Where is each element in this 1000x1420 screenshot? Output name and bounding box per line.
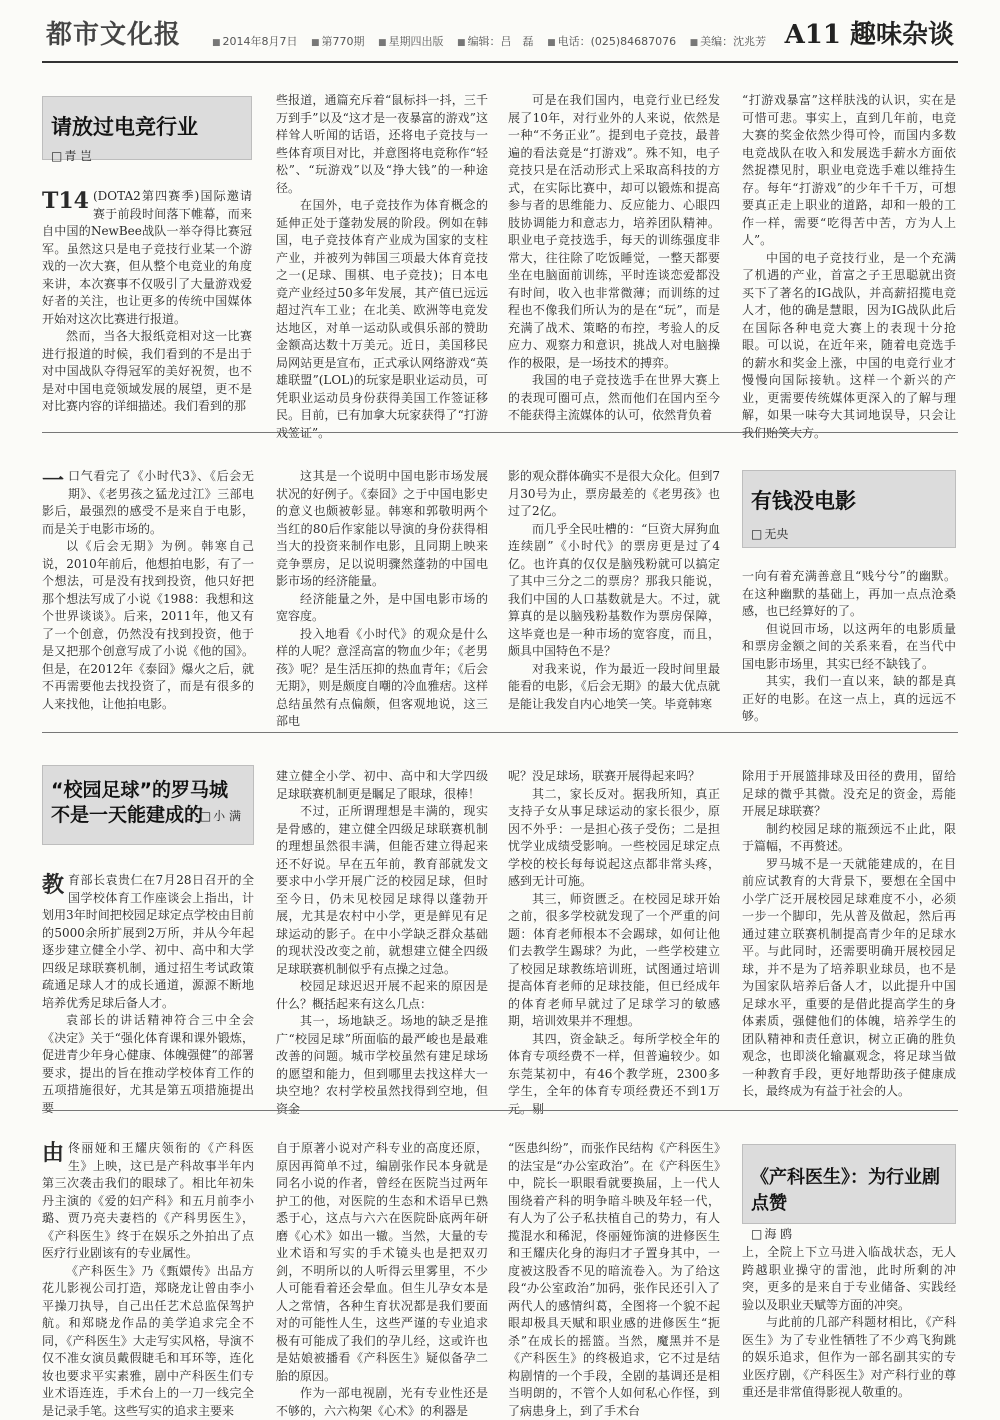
article1-paragraph: 我国的电子竞技选手在世界大赛上的表现可圈可点，然而他们在国内至今不能获得主流媒体的认可，依然背负着 [508, 372, 720, 425]
article2-paragraph: 其实，我们一直以来，缺的都是真正好的电影。在这一点上，真的远远不够。 [742, 673, 956, 726]
article4-paragraph: 佟丽娅和王耀庆领衔的《产科医生》上映，这已是产科故事半年内第三次袭击我们的眼球了。相比年初朱丹主演的《爱的妇产科》和五月前李小璐、贾乃亮夫妻档的《产科男医生》，《产科医生》终于在娱乐之外拍出了点医疗行业剧该有的专业属性。 [42, 1140, 254, 1263]
article3-paragraph: 其一，场地缺乏。场地的缺乏是推广“校园足球”所面临的最严峻也是最难改善的问题。城市学校虽然有建足球场的愿望和能力，但到哪里去找这样大一块空地？农村学校虽然找得到空地，但资金 [276, 1013, 488, 1118]
article4-paragraph: 与此前的几部产科题材相比，《产科医生》为了专业性牺牲了不少鸡飞狗跳的娱乐追求，但作为一部名副其实的专业医疗剧，《产科医生》对产科行业的尊重还是非常值得影视人敬重的。 [742, 1314, 956, 1402]
article2-col4 [742, 568, 956, 710]
page-label: A11 趣味杂谈 [785, 14, 954, 51]
article2-paragraph: 以《后会无期》为例。韩寒自己说，2010年前后，他想拍电影，有了一个想法，可是没有找到投资，他只好把那个想法写成了小说《1988：我想和这个世界谈谈》。后来，2011年，他又有了一个创意，仍然没有找到投资，他于是又把那个创意写成了小说《他的国》。但是，在2012年《泰囧》爆火之后，就不再需要他去找投资了，而是有很多的人来找他，让他拍电影。 [42, 538, 254, 713]
article3-dropcap: 教 [42, 873, 64, 897]
article1-paragraph: 可是在我们国内，电竞行业已经发展了10年，对行业外的人来说，依然是一种“不务正业”。提到电子竞技，最普遍的看法竟是“打游戏”。殊不知，电子竞技只是在活动形式上采取高科技的方式，在实际比赛中，却可以锻炼和提高参与者的思维能力、反应能力、心眼四肢协调能力和意志力，培养团队精神。职业电子竞技选手，每天的训练强度非常大，往往除了吃饭睡觉，一整天都要坐在电脑面前训练，平时连谈恋爱都没有时间，收入也非常微薄；而训练的过程也不像我们所认为的是在“玩”，而是充满了战术、策略的布控，考验人的反应力、观察力和意识，挑战人对电脑操作的极限，是一场技术的搏弈。 [508, 92, 720, 372]
masthead-rule [42, 61, 958, 63]
article2-col1 [42, 468, 254, 708]
article4-col3 [508, 1140, 720, 1402]
article1-paragraph: 中国的电子竞技行业，是一个充满了机遇的产业，首富之子王思聪就出资买下了著名的IG战队，并高薪招揽电竞人才，他的确是慧眼，因为IG战队此后在国际各种电竞大赛上的表现十分抢眼。可以说，在近年来，随着电竞选手的薪水和奖金上涨，中国的电竞行业才慢慢向国际接轨。这样一个新兴的产业，更需要传统媒体更深入的了解与理解，如果一味夸大其词地误导，只会让我们贻笑大方。 [742, 250, 956, 443]
article3-titlebox [42, 765, 254, 845]
article1-paragraph: 在国外，电子竞技作为体育概念的延伸正处于蓬勃发展的阶段。例如在韩国，电子竞技体育产业成为国家的支柱产业，并被列为韩国三项最大体育竞技之一(足球、围棋、电子竞技)；日本电竞产业经过50多年发展，其产值已远远超过汽车工业；在北美、欧洲等电竞发达地区，对单一运动队或俱乐部的赞助金额高达数十万美元。近日，美国移民局网站更是宣布，正式承认网络游戏“英雄联盟”(LOL)的玩家是职业运动员，可凭职业运动员身份获得美国工作签证移民。目前，已有加拿大玩家获得了“打游戏签证”。 [276, 197, 488, 442]
article2-paragraph: 口气看完了《小时代3》、《后会无期》、《老男孩之猛龙过江》三部电影后，最强烈的感受不是来自于电影，而是关于电影市场的。 [42, 468, 254, 538]
masthead [0, 0, 1000, 70]
article1-paragraph: “打游戏暴富”这样肤浅的认识，实在是可惜可悲。事实上，直到几年前，电竞大赛的奖金依然少得可怜，而国内多数电竞战队在收入和发展选手薪水方面依然捉襟见肘，职业电竞选手难以维持生存。每年“打游戏”的少年千千万，可想要真正走上职业的道路，却和一般的工作一样，需要“吃得苦中苦，方为人上人”。 [742, 92, 956, 250]
section-rule [42, 432, 958, 433]
article3-paragraph: 除用于开展篮排球及田径的费用，留给足球的微乎其微。没充足的资金，焉能开展足球联赛？ [742, 768, 956, 821]
article2-col3 [508, 468, 720, 708]
article2-paragraph: 但说回市场，以这两年的电影质量和票房金额之间的关系来看，在当代中国电影市场里，其实已经不缺钱了。 [742, 621, 956, 674]
article4-dropcap: 由 [42, 1141, 64, 1165]
article3-paragraph: 呢？没足球场，联赛开展得起来吗？ [508, 768, 720, 786]
article4-col1 [42, 1140, 254, 1402]
section-rule [42, 732, 958, 733]
article2-dropcap: 一 [42, 469, 64, 493]
article4-author: □ 海 鸥 [751, 1225, 955, 1242]
section-rule [42, 1110, 958, 1111]
article4-col4 [742, 1244, 956, 1402]
masthead-meta [212, 33, 776, 49]
article2-titlebox [742, 470, 956, 548]
article4-paragraph: 上，全院上下立马进入临战状态，无人跨越职业操守的雷池，此时所剩的冲突，更多的是来自于专业储备、实践经验以及职业天赋等方面的冲突。 [742, 1244, 956, 1314]
article2-paragraph: 对我来说，作为最近一段时间里最能看的电影，《后会无期》的最大优点就是能让我发自内心地笑一笑。毕竟韩寒 [508, 661, 720, 714]
article1-titlebox [42, 96, 252, 160]
article2-paragraph: 这其是一个说明中国电影市场发展状况的好例子。《泰囧》之于中国电影史的意义也颇被彰显。韩寒和郭敬明两个当红的80后作家能以导演的身份获得相当大的投资来制作电影，且同期上映来竞争票房，足以说明骤然蓬勃的中国电影市场的经济能量。 [276, 468, 488, 591]
article3-paragraph: 不过，正所谓理想是丰满的，现实是骨感的，建立健全四级足球联赛机制的理想虽然很丰满，但能否建立得起来还不好说。早在五年前，教育部就发文要求中小学开展广泛的校园足球，但时至今日，仍未见校园足球得以蓬勃开展，尤其是农村中小学，更是鲜见有足球运动的影子。在中小学缺乏群众基础的现状没改变之前，就想建立健全四级足球联赛机制似乎有点操之过急。 [276, 803, 488, 978]
article1-title: 请放过电竞行业 [51, 111, 251, 141]
article1-paragraph: 些报道，通篇充斥着“鼠标抖一抖，三千万到手”以及“这才是一夜暴富的游戏”这样耸人听闻的话语，还将电子竞技与一些体育项目对比，并意图将电竞称作“轻松”、“玩游戏”以及“挣大钱”的一种途径。 [276, 92, 488, 197]
article1-author: □ 青 岂 [51, 147, 251, 164]
article2-author: □ 无央 [751, 525, 955, 542]
article3-col2 [276, 768, 488, 1094]
issue-editor: ■ 编辑：吕 磊 [457, 35, 534, 48]
article4-paragraph: 自于原著小说对产科专业的高度还原，原因再简单不过，编剧张作民本身就是同名小说的作者，曾经在医院当过两年护工的他，对医院的生态和术语早已熟悉于心，这点与六六在医院卧底两年研磨《心术》如出一辙。当然，大量的专业术语和写实的手术镜头也是把双刃剑，不明所以的人听得云里雾里，不少人可能看着还会晕血。但生儿孕女本是人之常情，各种生育状况都是我们要面对的可能性人生，这些严谨的专业追求极有可能成了我们的孕儿经，这或许也是姑娘被播看《产科医生》疑似备孕二胎的原因。 [276, 1140, 488, 1385]
article1-col4 [742, 92, 956, 424]
article2-paragraph: 投入地看《小时代》的观众是什么样的人呢？意淫高富的物血少年；《老男孩》呢？是生活压抑的热血青年；《后会无期》，则是颇度自嘲的冷血雅痞。这样总结虽然有点偏颇，但客观地说，这三部电 [276, 626, 488, 731]
article3-paragraph: 其二，家长反对。据我所知，真正支持子女从事足球运动的家长很少，原因不外乎：一是担心孩子受伤；二是担忧学业成绩受影响。一些校园足球定点学校的校长每每说起这点都非常头疼，感到无计可施。 [508, 786, 720, 891]
article2-paragraph: 经济能量之外，是中国电影市场的宽容度。 [276, 591, 488, 626]
article3-paragraph: 制约校园足球的瓶颈远不止此，限于篇幅，不再赘述。 [742, 821, 956, 856]
article2-paragraph: 一向有着充满善意且“贱兮兮”的幽默。在这种幽默的基础上，再加一点点沧桑感，也已经算好的了。 [742, 568, 956, 621]
article2-col2 [276, 468, 488, 708]
article1-col1 [42, 188, 252, 423]
article3-title-line1: “校园足球”的罗马城 [51, 778, 253, 803]
issue-date: ■ 2014年8月7日 [212, 35, 298, 48]
article4-col2 [276, 1140, 488, 1402]
article3-col1 [42, 872, 254, 1094]
issue-edition: ■ 星期四出版 [378, 35, 444, 48]
issue-phone: ■ 电话：(025)84687076 [547, 35, 676, 48]
article1-dropcap: T14 [42, 189, 89, 213]
article4-paragraph: 《产科医生》乃《甄嬛传》出品方花儿影视公司打造，郑晓龙让曾由李小平操刀执导，自己出任艺术总监保驾护航。和郑晓龙作品的美学追求完全不同，《产科医生》大走写实风格，导演不仅不准女演员戴假睫毛和耳环等，连化妆也要求平实素雅，剧中产科医生们专业术语连连，手术台上的一刀一线完全是记录手笔。这些写实的追求主要来 [42, 1263, 254, 1420]
article1-paragraph: 然而，当各大报纸竞相对这一比赛进行报道的时候，我们看到的不是出于对中国战队夺得冠军的美好祝贺，也不是对中国电竞领域发展的展望，更不是对比赛内容的详细描述。我们看到的那 [42, 328, 252, 416]
article4-paragraph: 作为一部电视剧，光有专业性还是不够的，六六构架《心术》的利器是 [276, 1385, 488, 1420]
article3-paragraph: 育部长袁贵仁在7月28日召开的全国学校体育工作座谈会上指出，计划用3年时间把校园足球定点学校由目前的5000余所扩展到2万所，并从今年起逐步建立健全小学、初中、高中和大学四级足球联赛机制，通过招生考试政策疏通足球人才的成长通道，源源不断地培养优秀足球后备人才。 [42, 872, 254, 1012]
article3-author: □ 小 满 [200, 807, 241, 824]
article3-paragraph: 建立健全小学、初中、高中和大学四级足球联赛机制更是瞩足了眼球，很棒！ [276, 768, 488, 803]
article3-col3 [508, 768, 720, 1094]
article2-paragraph: 而几乎全民吐槽的：“巨资大屏狗血连续剧”《小时代》的票房更是过了4亿。也许真的仅仅是脑残粉就可以搞定了其中三分之二的票房？那我只能说，我们中国的人口基数就是大。不过，就算真的是以脑残粉基数作为票房保障，这毕竟也是一种市场的宽容度，而且，颇具中国特色不是？ [508, 521, 720, 661]
article3-paragraph: 袁部长的讲话精神符合三中全会《决定》关于“强化体育课和课外锻炼，促进青少年身心健康、体魄强健”的部署要求，提出的旨在推动学校体育工作的五项措施很好，尤其是第五项措施提出要 [42, 1012, 254, 1117]
article3-paragraph: 其三，师资匮乏。在校园足球开始之前，很多学校就发现了一个严重的问题：体育老师根本不会踢球，如何让他们去教学生踢球？为此，一些学校建立了校园足球教练培训班，试图通过培训提高体育老师的足球技能，但已经成年的体育老师早就过了足球学习的敏感期，培训效果并不理想。 [508, 891, 720, 1031]
article4-titlebox [742, 1144, 956, 1224]
article1-col2 [276, 92, 488, 424]
article4-title: 《产科医生》：为行业剧点赞 [751, 1163, 955, 1215]
issue-designer: ■ 美编：沈兆芳 [690, 35, 767, 48]
article3-paragraph: 其四，资金缺乏。每所学校全年的体育专项经费不一样，但普遍较少。如东莞某初中，有46个教学班，2300多学生，全年的体育专项经费还不到1万元。剔 [508, 1031, 720, 1119]
article1-col3 [508, 92, 720, 424]
article4-paragraph: “医患纠纷”，而张作民结构《产科医生》的法宝是“办公室政治”。在《产科医生》中，院长一职眼看就要换届，上一代人围绕着产科的明争暗斗映及年轻一代，有人为了公子私扶植自己的势力，有人揽混水和稀泥，佟丽娅饰演的进修医生和王耀庆化身的海归才子置身其中，一度被这股香不见的暗流卷入。为了给这段“办公室政治”加码，张作民还引入了两代人的感情纠葛，全图将一个貌不起眼却极具天赋和职业感的进修医生“扼杀”在成长的摇篮。当然，魔黑并不是《产科医生》的终极追求，它不过是结构剧情的一个手段，全剧的基调还是相当明朗的，不管个人如何私心作怪，到了病患身上，到了手术台 [508, 1140, 720, 1420]
article3-col4 [742, 768, 956, 1094]
article1-paragraph: (DOTA2第四赛季)国际邀请赛于前段时间落下帷幕，而来自中国的NewBee战队一举夺得比赛冠军。虽然这只是电子竞技行业某一个游戏的一次大赛，但从整个电竞业的角度来讲，本次赛事不仅吸引了大量游戏爱好者的关注，也让更多的传统中国媒体开始对这次比赛进行报道。 [42, 188, 252, 328]
issue-number: ■ 第770期 [311, 35, 365, 48]
article2-title: 有钱没电影 [751, 485, 955, 515]
article3-paragraph: 罗马城不是一天就能建成的，在目前应试教育的大背景下，要想在全国中小学广泛开展校园足球难度不小，必须一步一个脚印，先从普及做起，然后再通过建立联赛机制提高青少年的足球水平。与此同时，还需要明确开展校园足球，并不是为了培养职业球员，也不是为国家队培养后备人才，以此提升中国足球水平，重要的是借此提高学生的身体素质，强健他们的体魄，培养学生的团队精神和责任意识，树立正确的胜负观念，也即淡化输赢观念，将足球当做一种教育手段，更好地帮助孩子健康成长，最终成为有益于社会的人。 [742, 856, 956, 1101]
article3-title-line2: 不是一天能建成的 [51, 804, 203, 826]
paper-name: 都市文化报 [46, 14, 181, 51]
article3-paragraph: 校园足球迟迟开展不起来的原因是什么？概括起来有这么几点： [276, 978, 488, 1013]
article2-paragraph: 影的观众群体确实不是很大众化。但到7月30号为止，票房最差的《老男孩》也过了2亿。 [508, 468, 720, 521]
